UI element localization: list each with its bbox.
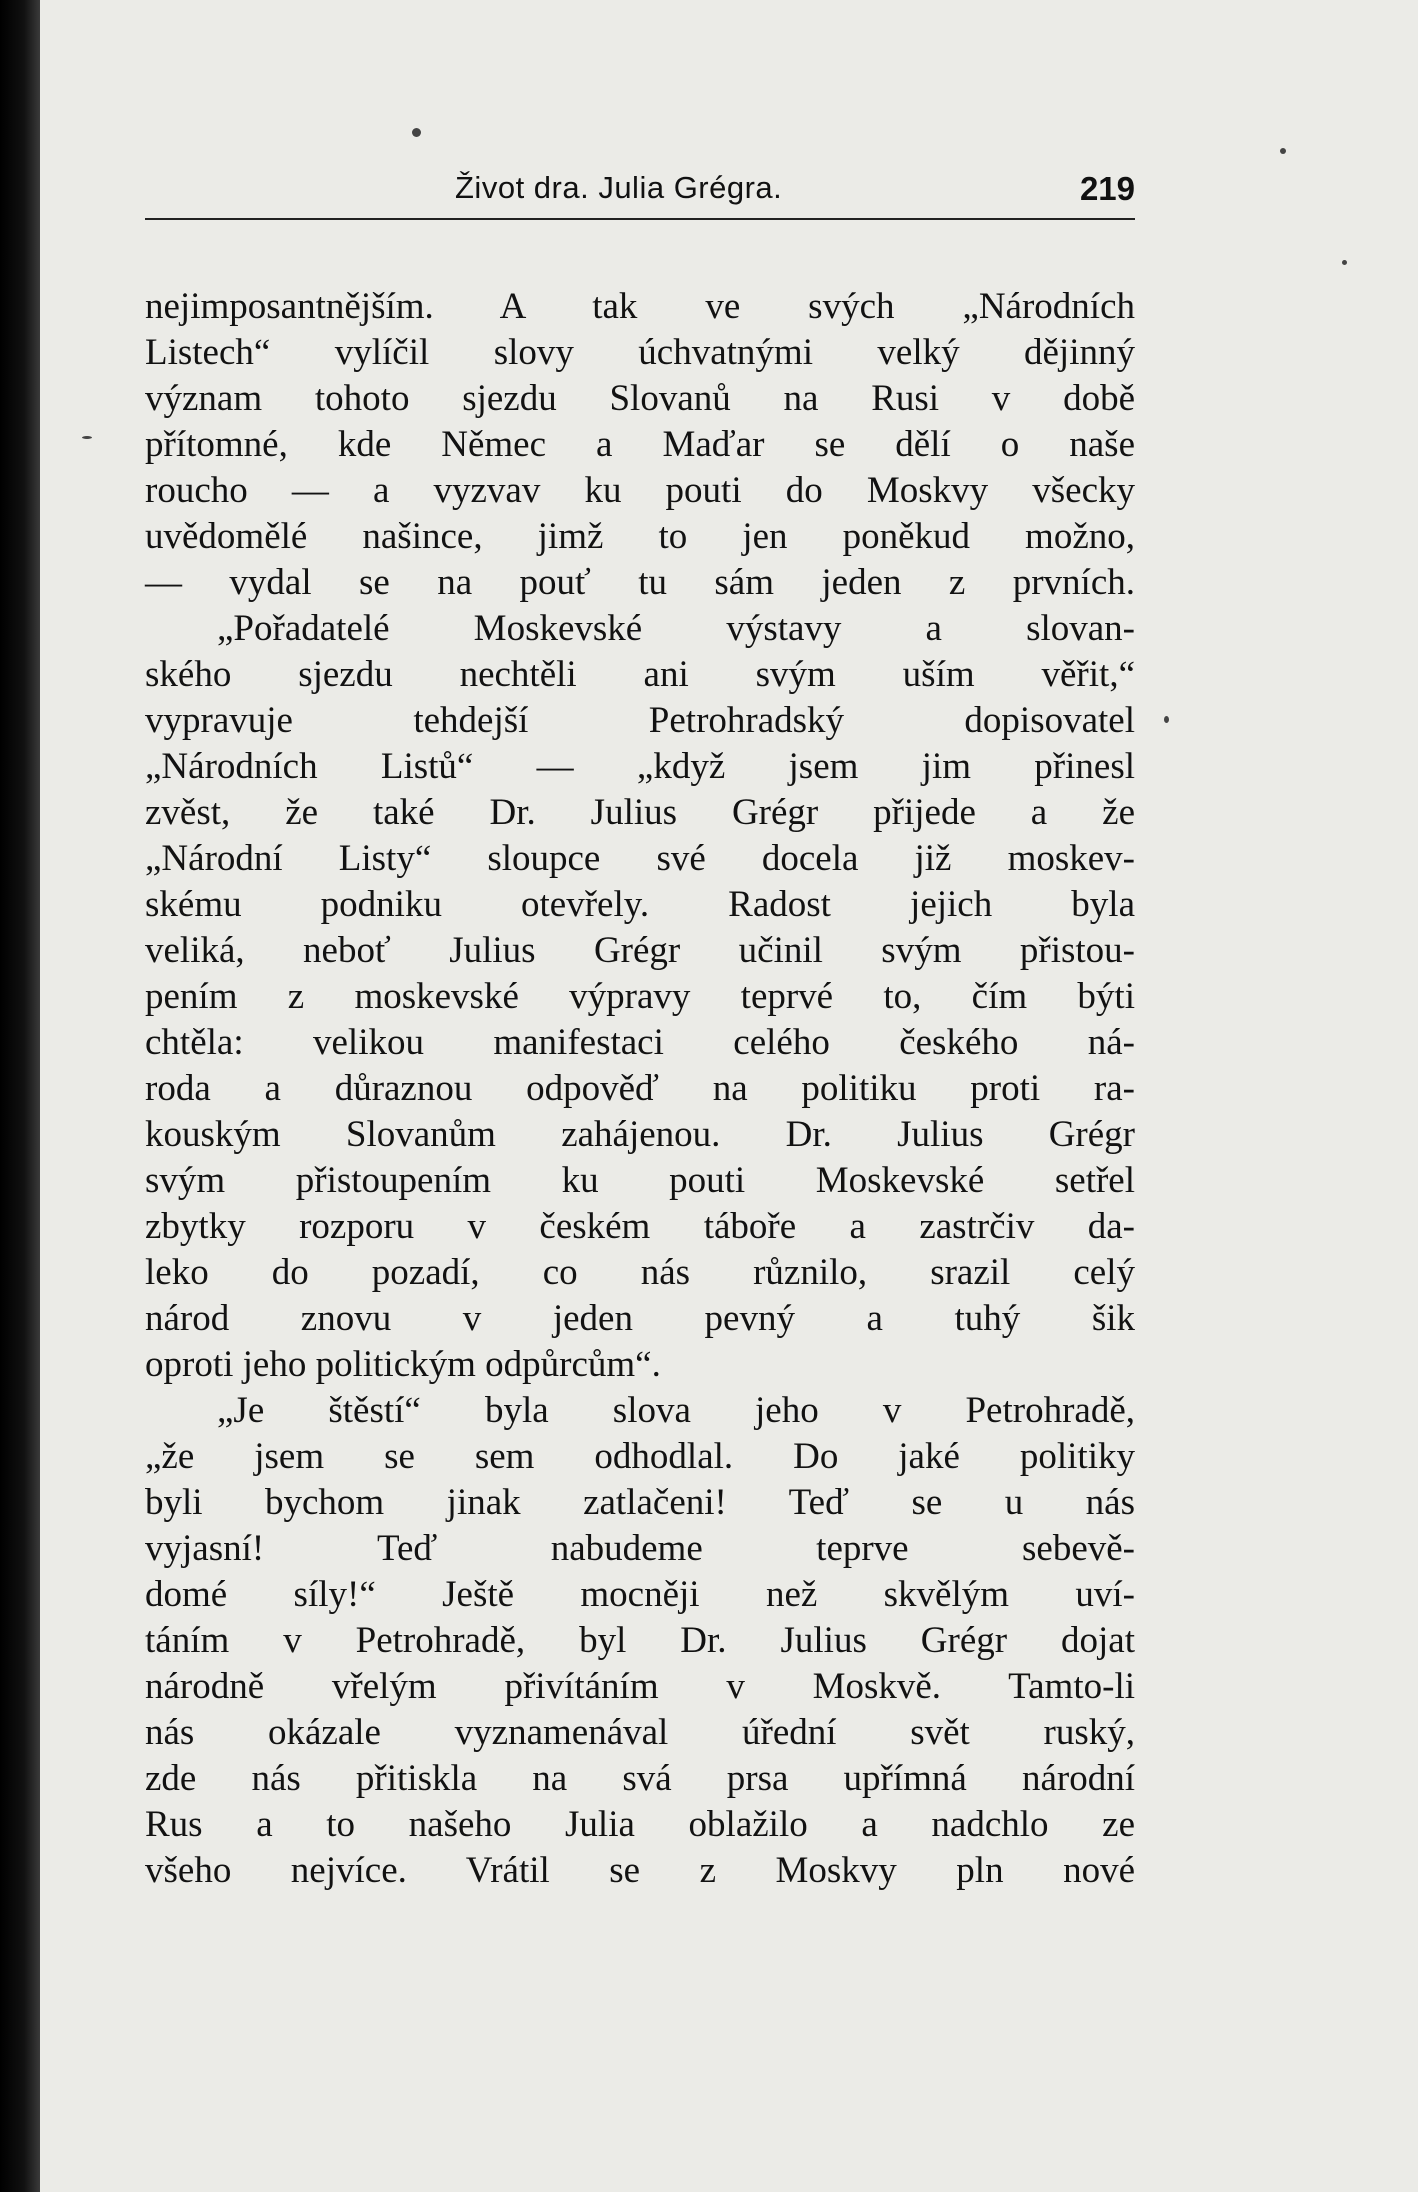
body-text — [145, 284, 1135, 1894]
text-line: chtěla: velikou manifestaci celého českého ná- — [145, 1022, 1135, 1063]
scan-speck — [412, 128, 421, 137]
running-header — [145, 170, 1135, 216]
text-line: uvědomělé našince, jimž to jen poněkud možno, — [145, 516, 1135, 557]
text-line: Listech“ vylíčil slovy úchvatnými velký dějinný — [145, 332, 1135, 373]
text-line: zvěst, že také Dr. Julius Grégr přijede a že — [145, 792, 1135, 833]
text-line: roda a důraznou odpověď na politiku proti ra- — [145, 1068, 1135, 1109]
text-line: národně vřelým přivítáním v Moskvě. Tamto-li — [145, 1666, 1135, 1707]
text-line: roucho — a vyzvav ku pouti do Moskvy všecky — [145, 470, 1135, 511]
text-line: Rus a to našeho Julia oblažilo a nadchlo ze — [145, 1804, 1135, 1845]
running-title: Život dra. Julia Grégra. — [455, 170, 783, 205]
text-line: pením z moskevské výpravy teprvé to, čím býti — [145, 976, 1135, 1017]
scan-speck — [82, 436, 92, 439]
text-line: ského sjezdu nechtěli ani svým uším věřit,“ — [145, 654, 1135, 695]
text-line: — vydal se na pouť tu sám jeden z prvních. — [145, 562, 1135, 603]
text-line: přítomné, kde Němec a Maďar se dělí o naše — [145, 424, 1135, 465]
text-line: nejimposantnějším. A tak ve svých „Národních — [145, 286, 1135, 327]
page-number: 219 — [1079, 170, 1135, 207]
text-line: „Je štěstí“ byla slova jeho v Petrohradě, — [217, 1390, 1135, 1431]
scan-speck — [1280, 148, 1286, 154]
text-line: vyjasní! Teď nabudeme teprve sebevě- — [145, 1528, 1135, 1569]
text-line: byli bychom jinak zatlačeni! Teď se u nás — [145, 1482, 1135, 1523]
text-line: „Pořadatelé Moskevské výstavy a slovan- — [217, 608, 1135, 649]
text-line: svým přistoupením ku pouti Moskevské setřel — [145, 1160, 1135, 1201]
text-line: národ znovu v jeden pevný a tuhý šik — [145, 1298, 1135, 1339]
text-line: leko do pozadí, co nás různilo, srazil celý — [145, 1252, 1135, 1293]
scan-speck — [1164, 716, 1169, 723]
text-line: „Národních Listů“ — „když jsem jim přinesl — [145, 746, 1135, 787]
text-line: vypravuje tehdejší Petrohradský dopisovatel — [145, 700, 1135, 741]
scan-speck — [1342, 260, 1347, 265]
text-line: význam tohoto sjezdu Slovanů na Rusi v době — [145, 378, 1135, 419]
text-line: oproti jeho politickým odpůrcům“. — [145, 1344, 661, 1385]
text-line: kouským Slovanům zahájenou. Dr. Julius Grégr — [145, 1114, 1135, 1155]
text-line: zde nás přitiskla na svá prsa upřímná národní — [145, 1758, 1135, 1799]
scan-left-edge — [0, 0, 40, 2192]
text-line: „že jsem se sem odhodlal. Do jaké politiky — [145, 1436, 1135, 1477]
text-line: zbytky rozporu v českém táboře a zastrčiv da- — [145, 1206, 1135, 1247]
text-line: veliká, neboť Julius Grégr učinil svým přistou- — [145, 930, 1135, 971]
text-line: táním v Petrohradě, byl Dr. Julius Grégr dojat — [145, 1620, 1135, 1661]
header-rule — [145, 218, 1135, 220]
text-line: skému podniku otevřely. Radost jejich byla — [145, 884, 1135, 925]
text-line: domé síly!“ Ještě mocněji než skvělým uví- — [145, 1574, 1135, 1615]
text-line: „Národní Listy“ sloupce své docela již moskev- — [145, 838, 1135, 879]
text-line: všeho nejvíce. Vrátil se z Moskvy pln nové — [145, 1850, 1135, 1891]
text-line: nás okázale vyznamenával úřední svět ruský, — [145, 1712, 1135, 1753]
